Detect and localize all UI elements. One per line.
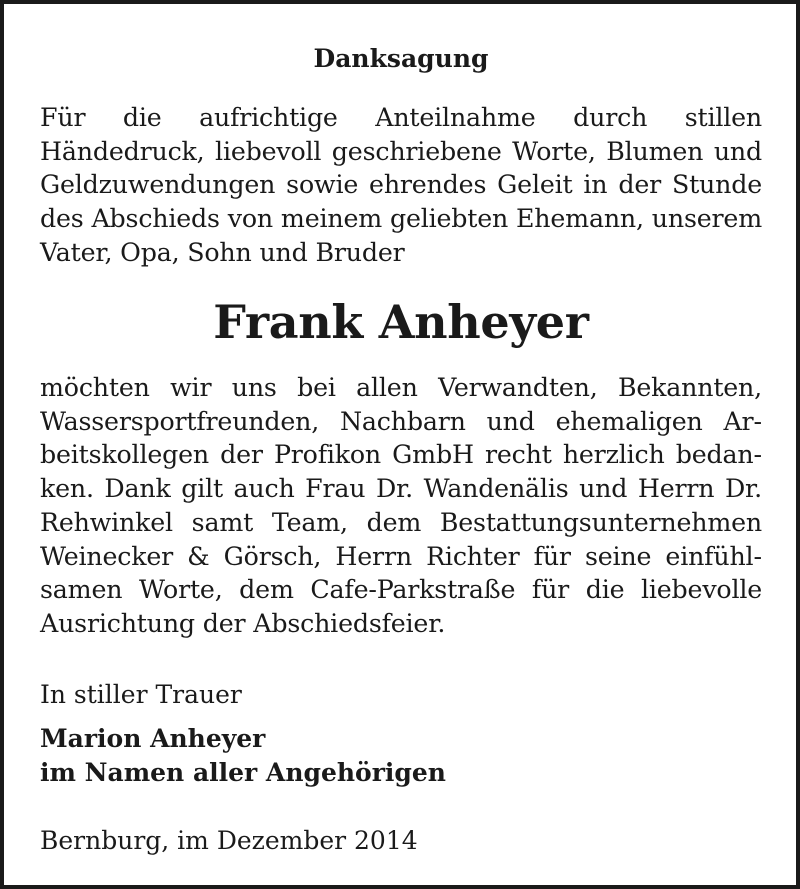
on-behalf-line: im Namen aller Angehörigen xyxy=(40,758,446,787)
notice-heading: Danksagung xyxy=(313,44,489,73)
place-date: Bernburg, im Dezember 2014 xyxy=(40,826,418,855)
signatory-name: Marion Anheyer xyxy=(40,724,266,753)
deceased-name: Frank Anheyer xyxy=(213,295,589,349)
intro-paragraph: Für die aufrichtige Anteilnahme durch stillen Händedruck, liebevoll geschriebene Worte, Blumen und Geldzuwendungen sowie ehrendes Geleit in der Stunde des Abschieds von meinem geliebten Ehemann, unserem Vater, Opa, Sohn und Bruder xyxy=(40,103,762,267)
notice-content xyxy=(40,4,762,885)
closing-line: In stiller Trauer xyxy=(40,680,242,709)
thanks-paragraph: möchten wir uns bei allen Verwandten, Bekannten, Wassersportfreunden, Nachbarn und ehemaligen Arbeitskollegen der Profikon GmbH recht herzlich bedanken. Dank gilt auch Frau Dr. Wandenälis und Herrn Dr. Rehwinkel samt Team, dem Bestattungsunternehmen Weinecker & Görsch, Herrn Richter für seine einfühlsamen Worte, dem Cafe-Parkstraße für die liebevolle Ausrichtung der Abschiedsfeier. xyxy=(40,373,762,638)
